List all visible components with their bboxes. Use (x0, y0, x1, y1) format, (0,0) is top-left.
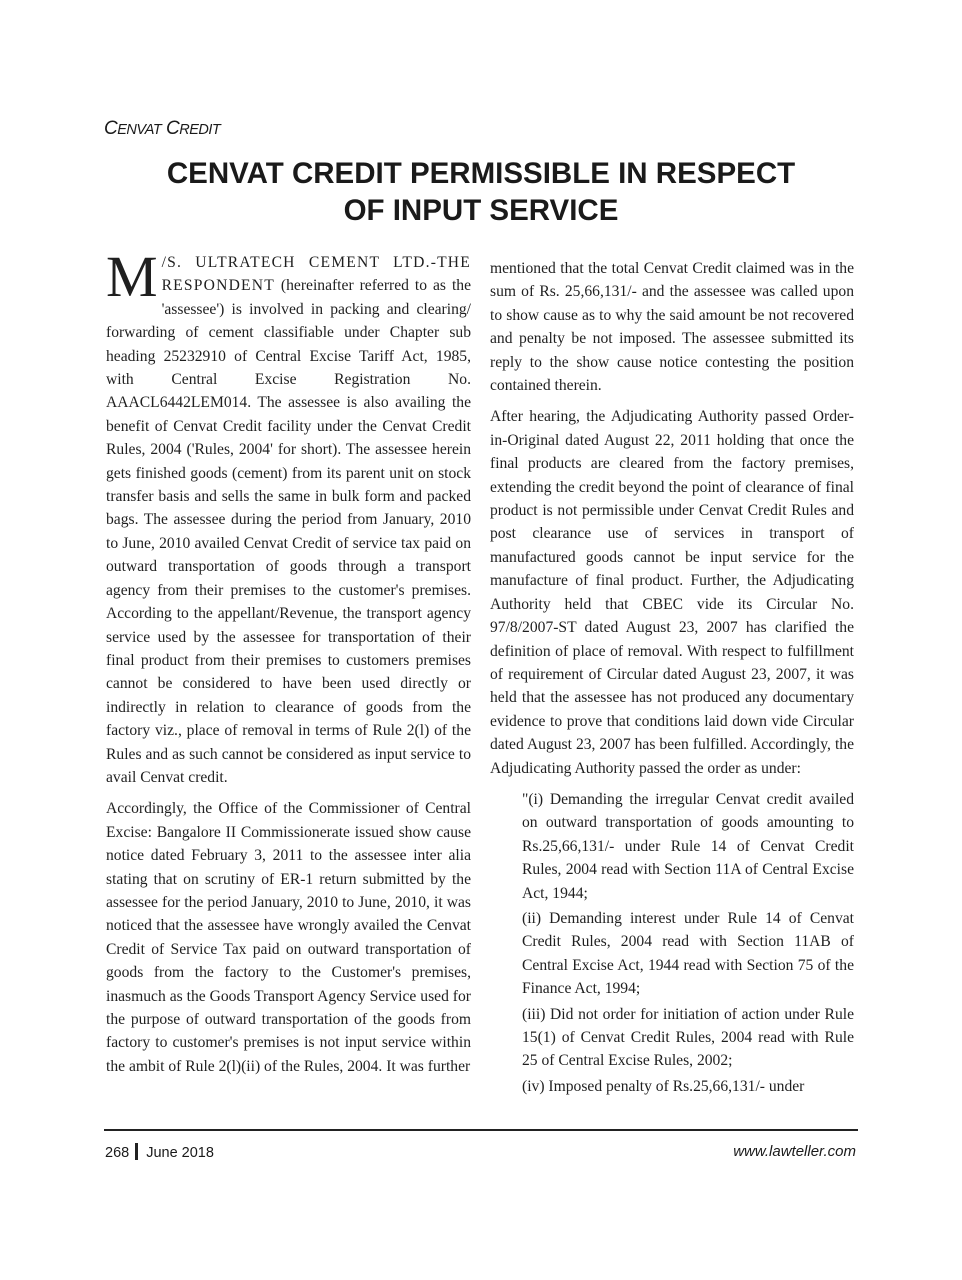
website-url: www.lawteller.com (733, 1143, 856, 1160)
lead-in: /S. ULTRATECH CEMENT LTD.-THE RESPONDENT (161, 254, 471, 295)
article-title-line-1: CENVAT CREDIT PERMISSIBLE IN RESPECT (166, 157, 796, 190)
right-column (490, 257, 854, 1100)
order-item: (iii) Did not order for initiation of action under Rule 15(1) of Cenvat Credit Rules, 2004 read with Rule 25 of Central Excise Rules, 2002; (522, 1005, 854, 1070)
paragraph-1-body: (hereinafter referred to as the 'assessee') is involved in packing and clearing/ forwarding of cement classifiable under Chapter sub heading 25232910 of Central Excise Tariff Act, 1985, with Central Excise Registration No. AAACL6442LEM014. The assessee is also availing the benefit of Cenvat Credit facility under the Cenvat Credit Rules, 2004 ('Rules, 2004' for short). The assessee herein gets finished goods (cement) from its parent unit on stock transfer basis and sells the same in bulk form and packed bags. The assessee during the period from January, 2010 to June, 2010 availed Cenvat Credit of service tax paid on outward transportation of goods through a transport agency from their premises to the customer's premises. According to the appellant/Revenue, the transport agency service used by the assessee for transportation of their final product from their premises to customers premises cannot be considered to have been used directly or indirectly in relation to clearance of goods from the factory viz., place of removal in terms of Rule 2(l) of the Rules and as such cannot be considered as input service to avail Cenvat credit. (106, 277, 471, 786)
page-number: 268 (105, 1145, 130, 1161)
separator-bar (135, 1143, 138, 1160)
left-column (106, 244, 471, 1086)
article-title (100, 155, 862, 229)
order-item: (ii) Demanding interest under Rule 14 of Cenvat Credit Rules, 2004 read with Section 11AB of Central Excise Act, 1944 read with Section 75 of the Finance Act, 1994; (522, 909, 854, 998)
section-label-initial-2: C (165, 118, 180, 139)
paragraph-1 (106, 244, 471, 789)
section-label-rest-1: ENVAT (117, 122, 162, 138)
order-item: (iv) Imposed penalty of Rs.25,66,131/- under (522, 1077, 805, 1095)
order-item: "(i) Demanding the irregular Cenvat credit availed on outward transportation of goods amounting to Rs.25,66,131/- under Rule 14 of Cenvat Credit Rules, 2004 read with Section 11A of Central Excise Act, 1944; (522, 790, 854, 902)
article-title-line-2: OF INPUT SERVICE (343, 194, 619, 227)
paragraph-4: After hearing, the Adjudicating Authority passed Order-in-Original dated August 22, 2011 holding that once the final products are cleared from the factory premises, extending the credit beyond the point of clearance of final product is not permissible under Cenvat Credit Rules and post clearance use of services in transport of manufactured goods cannot be input service for the manufacture of final product. Further, the Adjudicating Authority held that CBEC vide its Circular No. 97/8/2007-ST dated August 23, 2007 has clarified the definition of place of removal. With respect to fulfillment of requirement of Circular dated August 23, 2007, it was held that the assessee has not produced any documentary evidence to prove that conditions laid down vide Circular dated August 23, 2007 has been fulfilled. Accordingly, the Adjudicating Authority passed the order as under: (490, 408, 854, 777)
paragraph-3: mentioned that the total Cenvat Credit claimed was in the sum of Rs. 25,66,131/- and the assessee was called upon to show cause as to why the said amount be not recovered and penalty be not imposed. The assessee submitted its reply to the show cause notice contesting the position contained therein. (490, 260, 854, 395)
drop-cap: M (106, 244, 158, 309)
section-label (104, 118, 220, 140)
footer-divider (104, 1129, 858, 1131)
section-label-initial-1: C (104, 118, 118, 139)
issue-date: June 2018 (146, 1145, 214, 1161)
footer-page-info (105, 1143, 214, 1161)
section-label-rest-2: REDIT (179, 122, 221, 138)
paragraph-2: Accordingly, the Office of the Commissioner of Central Excise: Bangalore II Commissionerate issued show cause notice dated February 3, 2011 to the assessee inter alia stating that on scrutiny of ER-1 return submitted by the assessee for the period January, 2010 to June, 2010, it was noticed that the assessee have wrongly availed the Cenvat Credit of Service Tax paid on outward transportation of goods from the factory to the Customer's premises, inasmuch as the Goods Transport Agency Service used for the purpose of outward transportation of the goods from factory to customer's premises is not input service within the ambit of Rule 2(l)(ii) of the Rules, 2004. It was further (106, 800, 471, 1075)
order-quote (522, 788, 854, 1098)
